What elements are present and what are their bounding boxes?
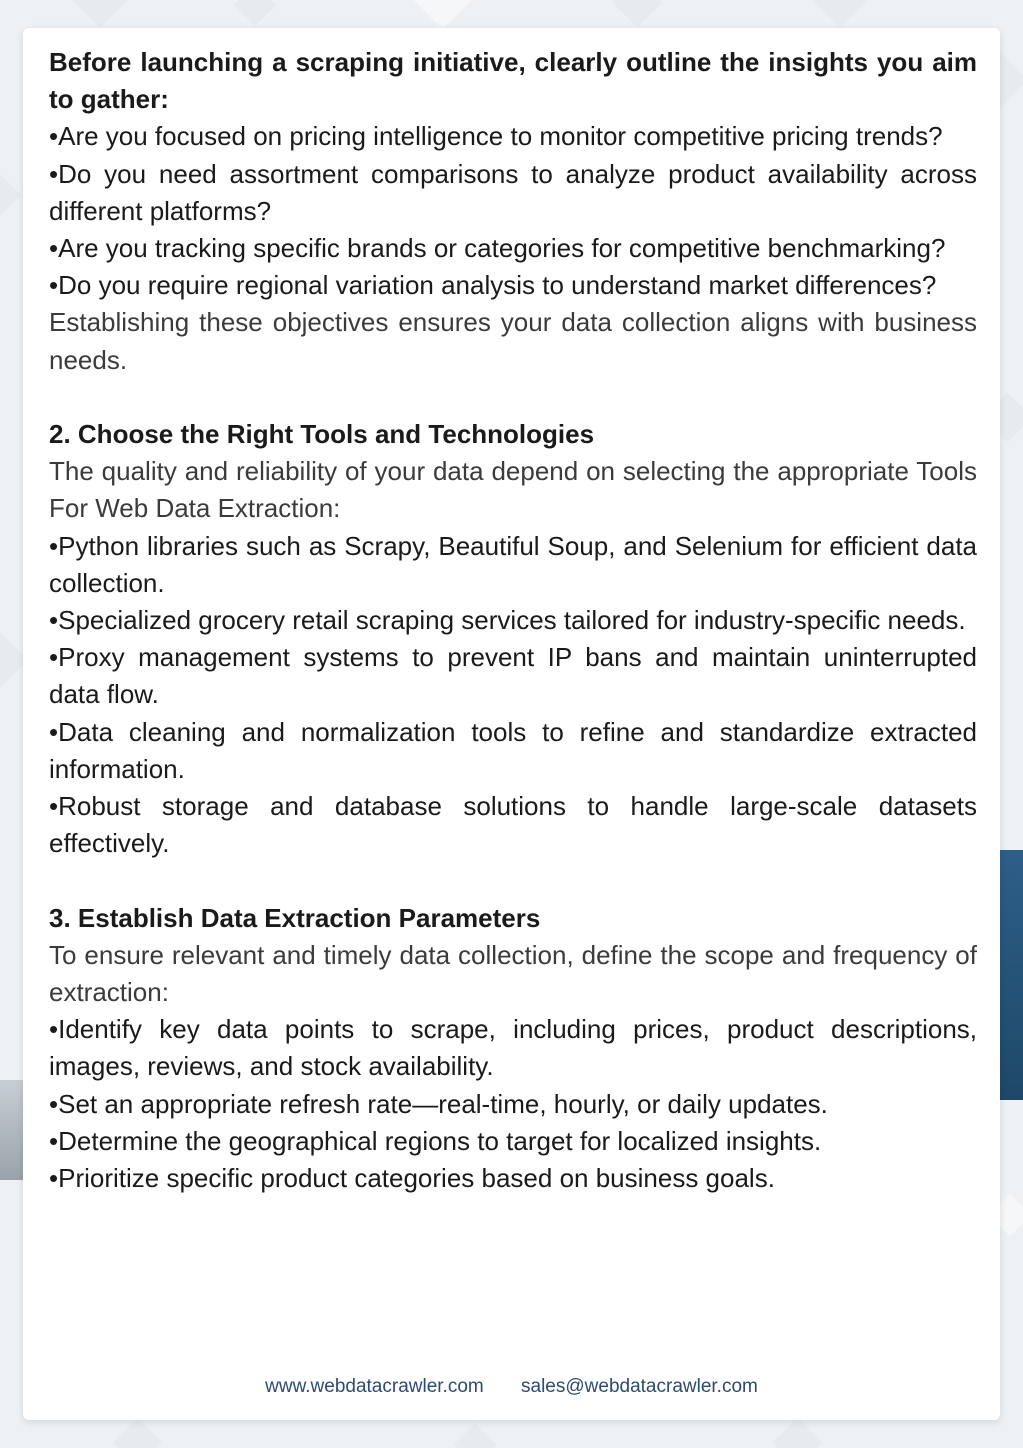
section3-bullet: •Set an appropriate refresh rate—real-time, hourly, or daily updates.: [49, 1088, 828, 1119]
footer: [23, 1376, 1000, 1398]
section3-heading: 3. Establish Data Extraction Parameters: [49, 902, 541, 933]
page-card: [23, 28, 1000, 1420]
section3-bullet: •Prioritize specific product categories based on business goals.: [49, 1163, 775, 1194]
section2-bullet: •Specialized grocery retail scraping services tailored for industry-specific needs.: [49, 605, 966, 636]
intro-closing: Establishing these objectives ensures your data collection aligns with business needs.: [49, 307, 977, 375]
footer-website-link[interactable]: www.webdatacrawler.com: [265, 1376, 484, 1397]
section3-intro: To ensure relevant and timely data collection, define the scope and frequency of extraction:: [49, 939, 977, 1008]
spacer: [49, 379, 977, 416]
intro-bullet: •Do you need assortment comparisons to analyze product availability across different platforms?: [49, 158, 977, 226]
section2-heading: 2. Choose the Right Tools and Technologies: [49, 419, 595, 450]
section3-bullet: •Determine the geographical regions to target for localized insights.: [49, 1125, 822, 1156]
intro-bullet: •Do you require regional variation analysis to understand market differences?: [49, 270, 937, 301]
intro-lead: Before launching a scraping initiative, clearly outline the insights you aim to gather:: [49, 47, 977, 115]
document-body: [49, 44, 977, 1197]
spacer: [49, 862, 977, 899]
section2-intro: The quality and reliability of your data depend on selecting the appropriate Tools For Web Data Extraction:: [49, 456, 977, 524]
section2-bullet: •Python libraries such as Scrapy, Beautiful Soup, and Selenium for efficient data collection.: [49, 530, 977, 598]
footer-email-link[interactable]: sales@webdatacrawler.com: [521, 1376, 758, 1397]
section2-bullet: •Data cleaning and normalization tools to refine and standardize extracted information.: [49, 716, 977, 784]
section2-bullet: •Proxy management systems to prevent IP bans and maintain uninterrupted data flow.: [49, 642, 977, 710]
section3-bullet: •Identify key data points to scrape, including prices, product descriptions, images, reviews, and stock availability.: [49, 1014, 977, 1082]
intro-bullet: •Are you tracking specific brands or categories for competitive benchmarking?: [49, 233, 946, 264]
intro-bullet: •Are you focused on pricing intelligence to monitor competitive pricing trends?: [49, 121, 943, 152]
section2-bullet: •Robust storage and database solutions to handle large-scale datasets effectively.: [49, 791, 977, 859]
